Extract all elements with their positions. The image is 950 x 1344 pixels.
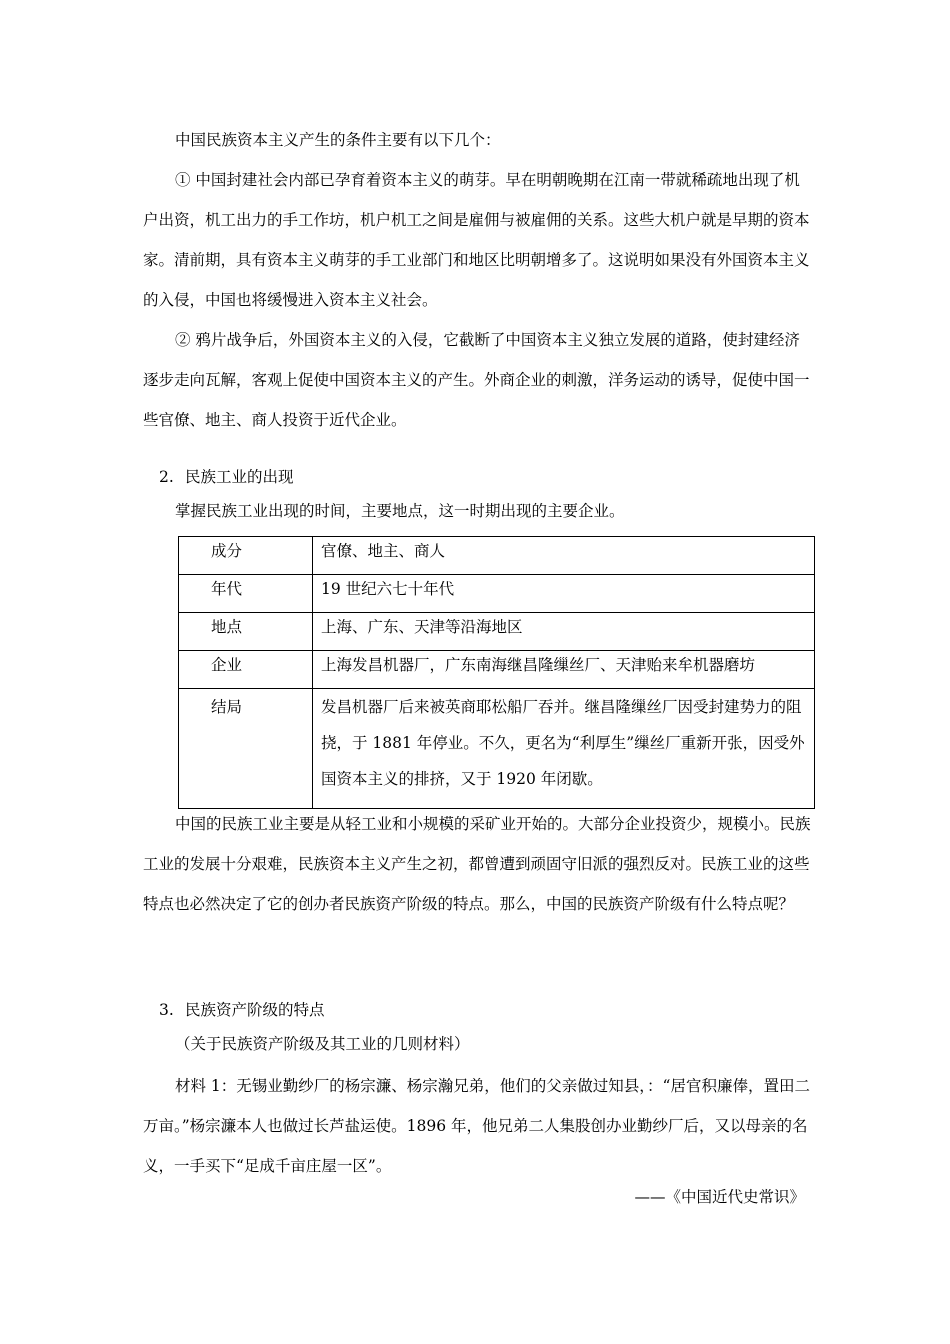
section-3-number: 3. xyxy=(159,1001,174,1019)
table-value: 发昌机器厂后来被英商耶松船厂吞并。继昌隆缫丝厂因受封建势力的阻挠，于 1881 年停业。不久，更名为“利厚生”缫丝厂重新开张，因受外国资本主义的排挤，又于 1920 年闭歇。 xyxy=(313,689,815,809)
source-citation: ——《中国近代史常识》 xyxy=(634,1188,805,1206)
material-1-paragraph: 材料 1：无锡业勤纱厂的杨宗濂、杨宗瀚兄弟，他们的父亲做过知县，：“居官积廉俸，置田二万亩。”杨宗濂本人也做过长芦盐运使。1896 年，他兄弟二人集股创办业勤纱厂后，又以母亲的名义，一手买下“足成千亩庄屋一区”。 xyxy=(143,1077,810,1175)
table-key: 成分 xyxy=(179,537,313,575)
table-key: 年代 xyxy=(179,575,313,613)
table-row xyxy=(179,575,815,613)
table-row xyxy=(179,613,815,651)
table-row xyxy=(179,689,815,809)
condition-1-paragraph: ① 中国封建社会内部已孕育着资本主义的萌芽。早在明朝晚期在江南一带就稀疏地出现了机户出资，机工出力的手工作坊，机户机工之间是雇佣与被雇佣的关系。这些大机户就是早期的资本家。清前期，具有资本主义萌芽的手工业部门和地区比明朝增多了。这说明如果没有外国资本主义的入侵，中国也将缓慢进入资本主义社会。 xyxy=(143,171,810,309)
table-value: 上海、广东、天津等沿海地区 xyxy=(313,613,815,651)
table-value: 19 世纪六七十年代 xyxy=(313,575,815,613)
section-2-intro: 掌握民族工业出现的时间，主要地点，这一时期出现的主要企业。 xyxy=(175,502,625,520)
section-2-number: 2. xyxy=(159,468,174,486)
industry-features-paragraph: 中国的民族工业主要是从轻工业和小规模的采矿业开始的。大部分企业投资少，规模小。民族工业的发展十分艰难，民族资本主义产生之初，都曾遭到顽固守旧派的强烈反对。民族工业的这些特点也必然决定了它的创办者民族资产阶级的特点。那么，中国的民族资产阶级有什么特点呢？ xyxy=(143,815,811,913)
table-value: 上海发昌机器厂，广东南海继昌隆缫丝厂、天津贻来牟机器磨坊 xyxy=(313,651,815,689)
table-key: 企业 xyxy=(179,651,313,689)
intro-paragraph: 中国民族资本主义产生的条件主要有以下几个： xyxy=(175,131,501,149)
table-key: 结局 xyxy=(179,689,313,809)
section-3-title: 民族资产阶级的特点 xyxy=(185,1001,325,1019)
table-row xyxy=(179,537,815,575)
section-2-heading xyxy=(143,460,815,494)
section-3-heading xyxy=(143,993,815,1027)
section-3 xyxy=(143,993,815,1061)
national-industry-table xyxy=(178,536,815,809)
table-key: 地点 xyxy=(179,613,313,651)
material-section xyxy=(143,1066,815,1186)
section-2-title: 民族工业的出现 xyxy=(185,468,294,486)
conditions-section xyxy=(143,120,815,440)
table-value: 官僚、地主、商人 xyxy=(313,537,815,575)
section-3-note: （关于民族资产阶级及其工业的几则材料） xyxy=(175,1035,470,1053)
industry-features-section xyxy=(143,804,815,924)
section-2 xyxy=(143,460,815,528)
table-row xyxy=(179,651,815,689)
condition-2-paragraph: ② 鸦片战争后，外国资本主义的入侵，它截断了中国资本主义独立发展的道路，使封建经济逐步走向瓦解，客观上促使中国资本主义的产生。外商企业的刺激，洋务运动的诱导，促使中国一些官僚、地主、商人投资于近代企业。 xyxy=(143,331,810,429)
